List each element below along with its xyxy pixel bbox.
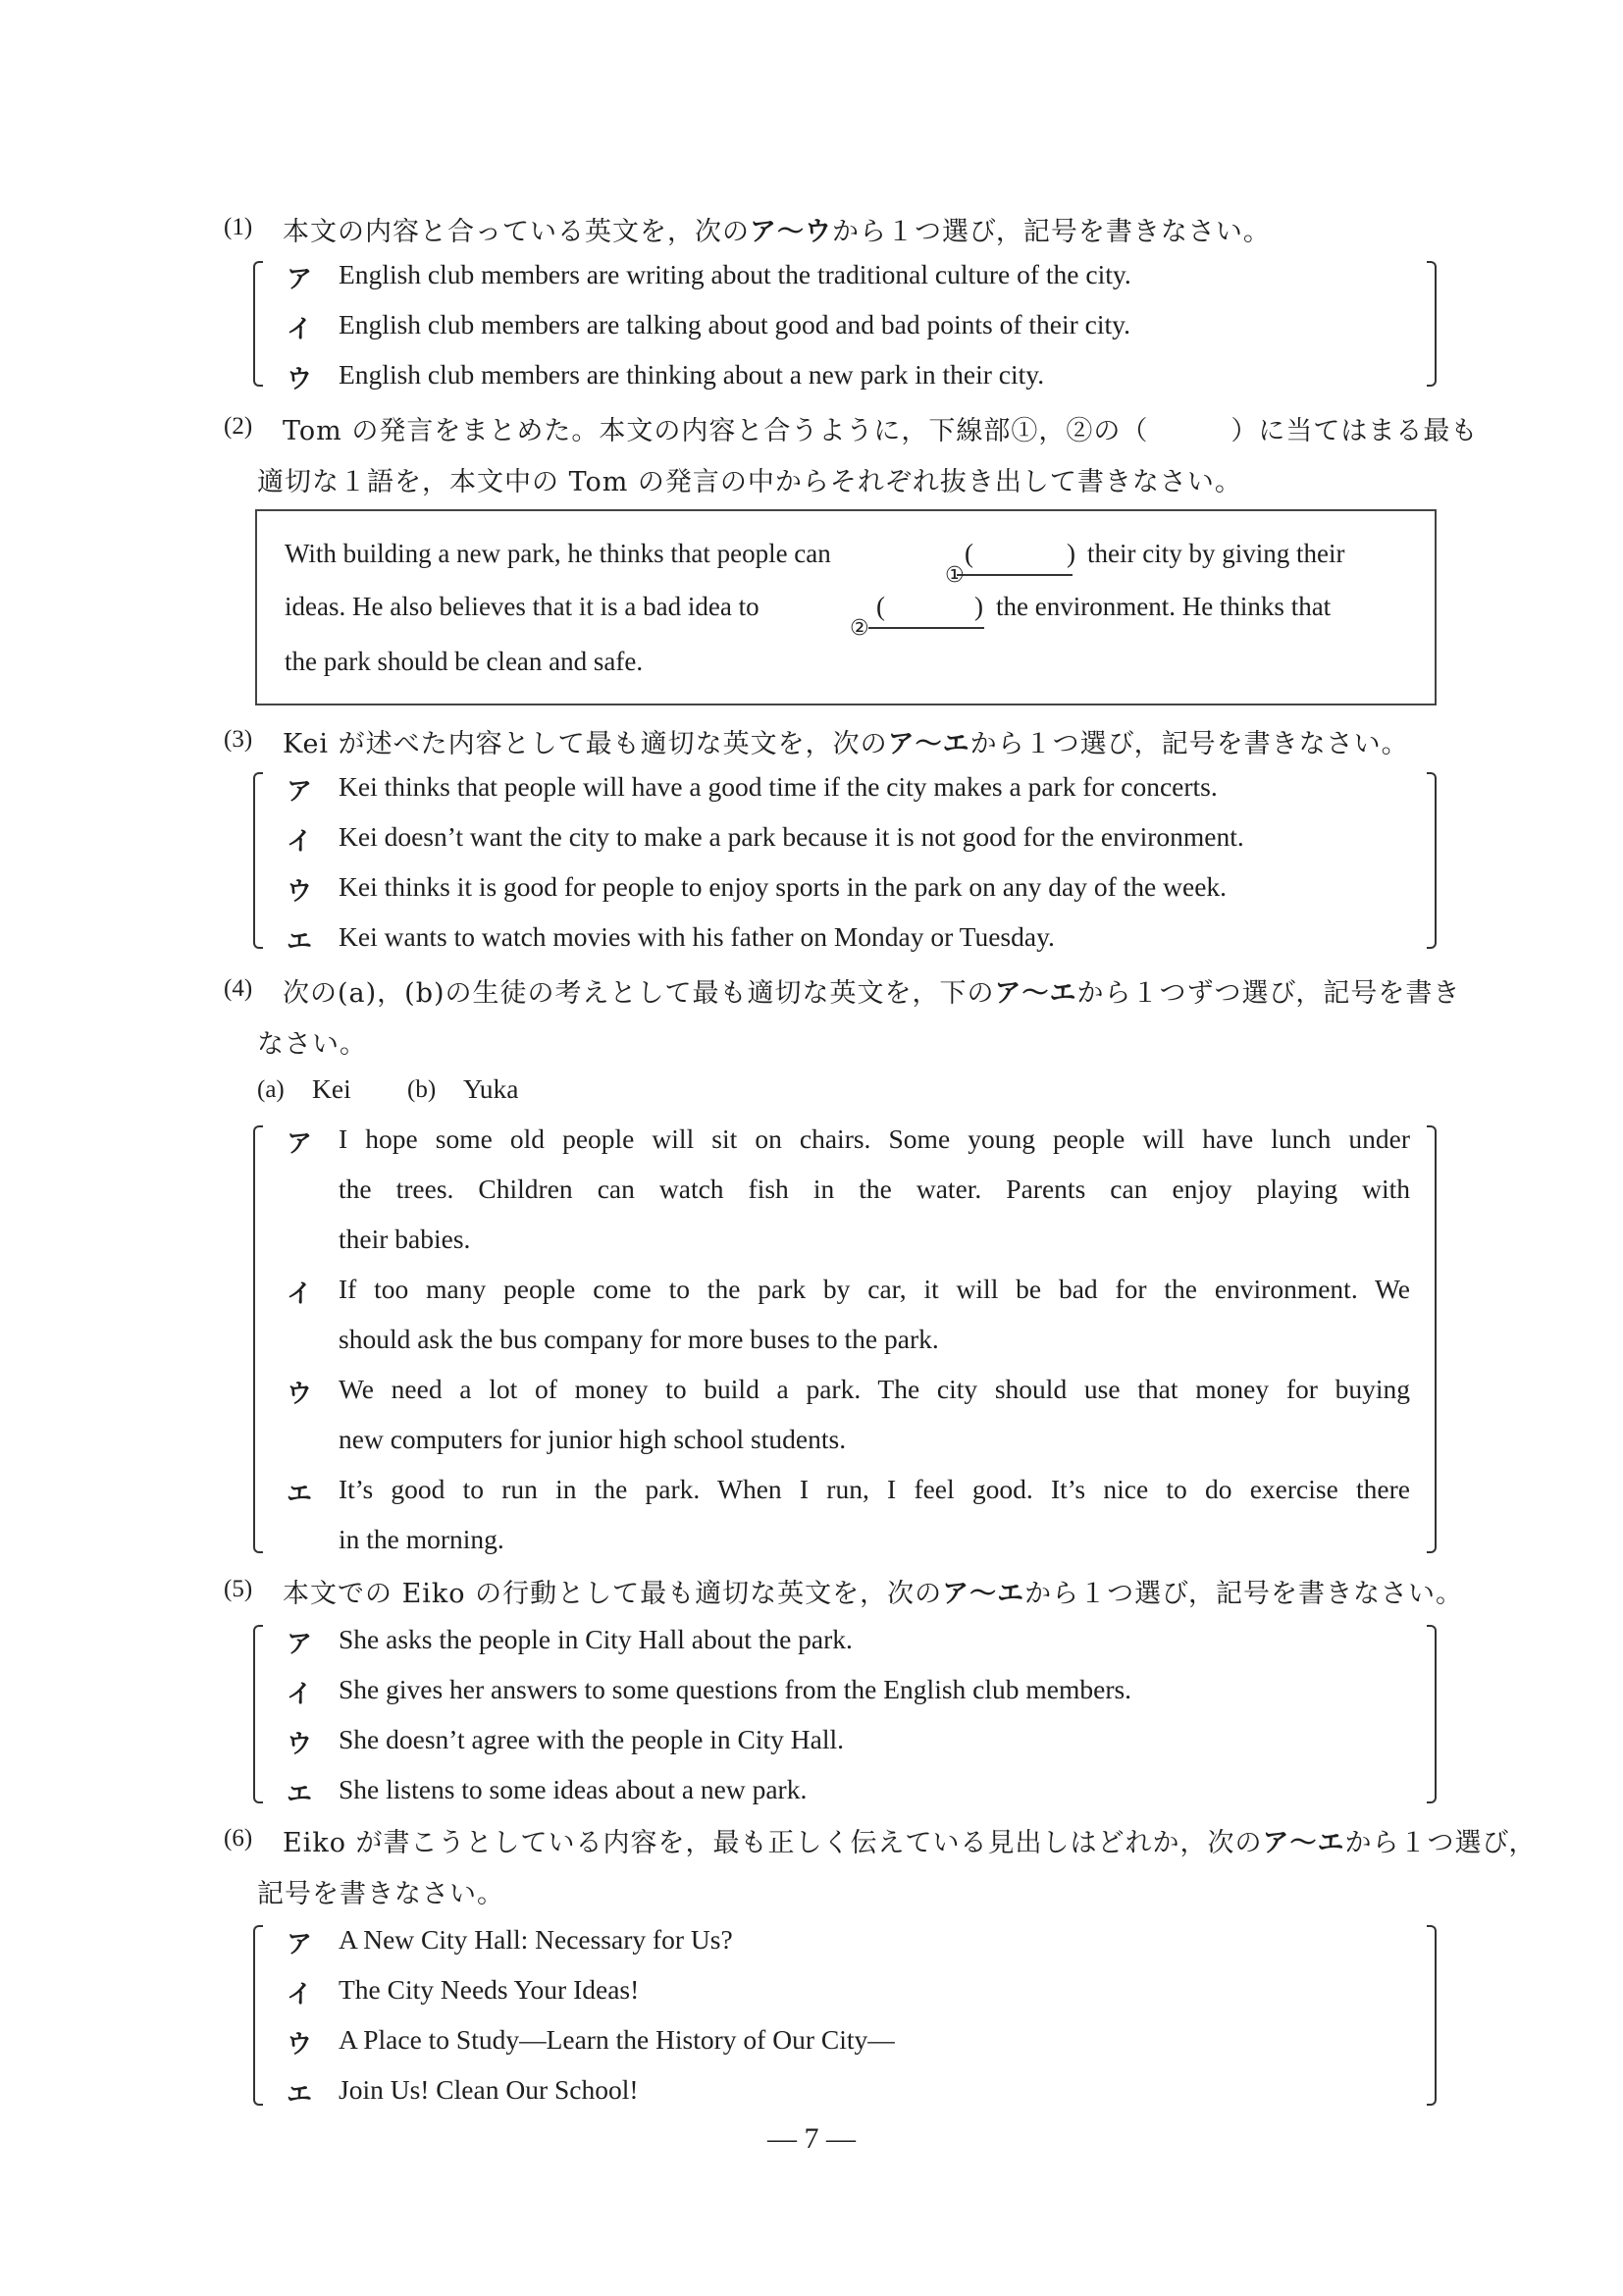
option-text: A New City Hall: Necessary for Us? — [339, 1924, 733, 1955]
paren-open: ( — [876, 592, 885, 621]
bracket-right — [1427, 1925, 1437, 2106]
option-mark: イ — [287, 315, 313, 344]
option-mark: ウ — [287, 365, 313, 394]
option-text: English club members are thinking about a new park in their city. — [339, 359, 1045, 390]
option-text: their babies. — [339, 1224, 471, 1254]
option-text: English club members are writing about the traditional culture of the city. — [339, 259, 1131, 289]
option-text: in the morning. — [339, 1524, 504, 1554]
question-text-line2: 記号を書きなさい。 — [257, 1879, 504, 1909]
option-mark: ウ — [287, 1730, 313, 1759]
option-text: Kei wants to watch movies with his father on Monday or Tuesday. — [339, 921, 1055, 952]
question-text: 本文の内容と合っている英文を，次のア～ウから１つ選び，記号を書きなさい。 — [283, 217, 1271, 247]
option-text: Join Us! Clean Our School! — [339, 2074, 639, 2105]
paren-close: ) — [1067, 539, 1075, 568]
question-text: Eiko が書こうとしている内容を，最も正しく伝えている見出しはどれか，次のア～エから１つ選び， — [283, 1828, 1537, 1858]
question-text-line2: なさい。 — [257, 1029, 367, 1060]
option-mark: ウ — [287, 877, 313, 907]
option-mark: イ — [287, 1980, 313, 2009]
option-text: She asks the people in City Hall about the park. — [339, 1624, 853, 1654]
question-text: 次の(a)，(b)の生徒の考えとして最も適切な英文を，下のア～エから１つずつ選び，記号を書き — [283, 978, 1461, 1009]
option-text: If too many people come to the park by car, it will be bad for the environment. We — [339, 1274, 1410, 1304]
student-name-b: Yuka — [463, 1073, 519, 1104]
blank-1-marker: ① — [945, 563, 965, 588]
sub-label-b: (b) — [407, 1076, 437, 1103]
question-number: (5) — [224, 1576, 253, 1602]
option-text: Kei thinks it is good for people to enjoy sports in the park on any day of the week. — [339, 871, 1228, 902]
bracket-left — [253, 772, 263, 949]
paren-close: ) — [974, 592, 983, 621]
option-text: A Place to Study—Learn the History of Our City— — [339, 2024, 895, 2055]
option-text: The City Needs Your Ideas! — [339, 1974, 640, 2005]
option-mark: イ — [287, 1680, 313, 1709]
question-number: (2) — [224, 413, 253, 440]
blank-2-underline — [868, 627, 984, 629]
question-text-line2: 適切な１語を，本文中の Tom の発言の中からそれぞれ抜き出して書きなさい。 — [257, 467, 1242, 497]
bracket-right — [1427, 1125, 1437, 1553]
summary-text: their city by giving their — [1087, 539, 1345, 568]
option-mark: エ — [287, 927, 313, 957]
question-number: (6) — [224, 1825, 253, 1852]
option-text: should ask the bus company for more buses to the park. — [339, 1324, 939, 1354]
bracket-left — [253, 1925, 263, 2106]
option-mark: ア — [287, 1630, 313, 1659]
option-mark: イ — [287, 1279, 313, 1309]
option-mark: ア — [287, 1129, 313, 1159]
option-text: It’s good to run in the park. When I run, I feel good. It’s nice to do exercise there — [339, 1474, 1410, 1504]
bracket-right — [1427, 261, 1437, 387]
option-text: We need a lot of money to build a park. The city should use that money for buying — [339, 1374, 1410, 1404]
sub-label-a: (a) — [257, 1076, 285, 1103]
option-mark: ウ — [287, 2030, 313, 2060]
option-mark: ウ — [287, 1380, 313, 1409]
question-number: (3) — [224, 726, 253, 753]
bracket-right — [1427, 1625, 1437, 1803]
option-mark: エ — [287, 1780, 313, 1809]
blank-1-underline — [957, 574, 1073, 576]
summary-text: ideas. He also believes that it is a bad idea to — [285, 592, 759, 621]
option-mark: エ — [287, 1480, 313, 1509]
summary-text: the environment. He thinks that — [996, 592, 1332, 621]
bracket-right — [1427, 772, 1437, 949]
option-text: new computers for junior high school students. — [339, 1424, 847, 1454]
bracket-left — [253, 261, 263, 387]
bracket-left — [253, 1625, 263, 1803]
summary-text: the park should be clean and safe. — [285, 647, 644, 676]
question-number: (4) — [224, 975, 253, 1002]
question-text: 本文での Eiko の行動として最も適切な英文を，次のア～エから１つ選び，記号を書きなさい。 — [283, 1579, 1464, 1609]
option-mark: ア — [287, 777, 313, 807]
student-name-a: Kei — [312, 1073, 351, 1104]
option-text: She gives her answers to some questions from the English club members. — [339, 1674, 1132, 1704]
paren-open: ( — [965, 539, 973, 568]
question-number: (1) — [224, 214, 253, 240]
bracket-left — [253, 1125, 263, 1553]
option-text: She listens to some ideas about a new park. — [339, 1774, 808, 1804]
blank-2-marker: ② — [850, 616, 869, 641]
option-mark: イ — [287, 827, 313, 857]
option-text: English club members are talking about good and bad points of their city. — [339, 309, 1130, 339]
question-text: Tom の発言をまとめた。本文の内容と合うように，下線部①，②の（ ）に当てはまる最も — [283, 416, 1479, 446]
option-text: She doesn’t agree with the people in City Hall. — [339, 1724, 845, 1754]
option-text: I hope some old people will sit on chairs. Some young people will have lunch under — [339, 1123, 1410, 1154]
option-mark: エ — [287, 2080, 313, 2110]
option-text: Kei thinks that people will have a good time if the city makes a park for concerts. — [339, 771, 1218, 802]
summary-text: With building a new park, he thinks that people can — [285, 539, 831, 568]
option-mark: ア — [287, 265, 313, 294]
question-text: Kei が述べた内容として最も適切な英文を，次のア～エから１つ選び，記号を書きなさい。 — [283, 729, 1409, 759]
option-text: Kei doesn’t want the city to make a park because it is not good for the environment. — [339, 821, 1244, 852]
option-text: the trees. Children can watch fish in the water. Parents can enjoy playing with — [339, 1174, 1410, 1204]
page-number: — 7 — — [767, 2122, 856, 2155]
option-mark: ア — [287, 1930, 313, 1959]
